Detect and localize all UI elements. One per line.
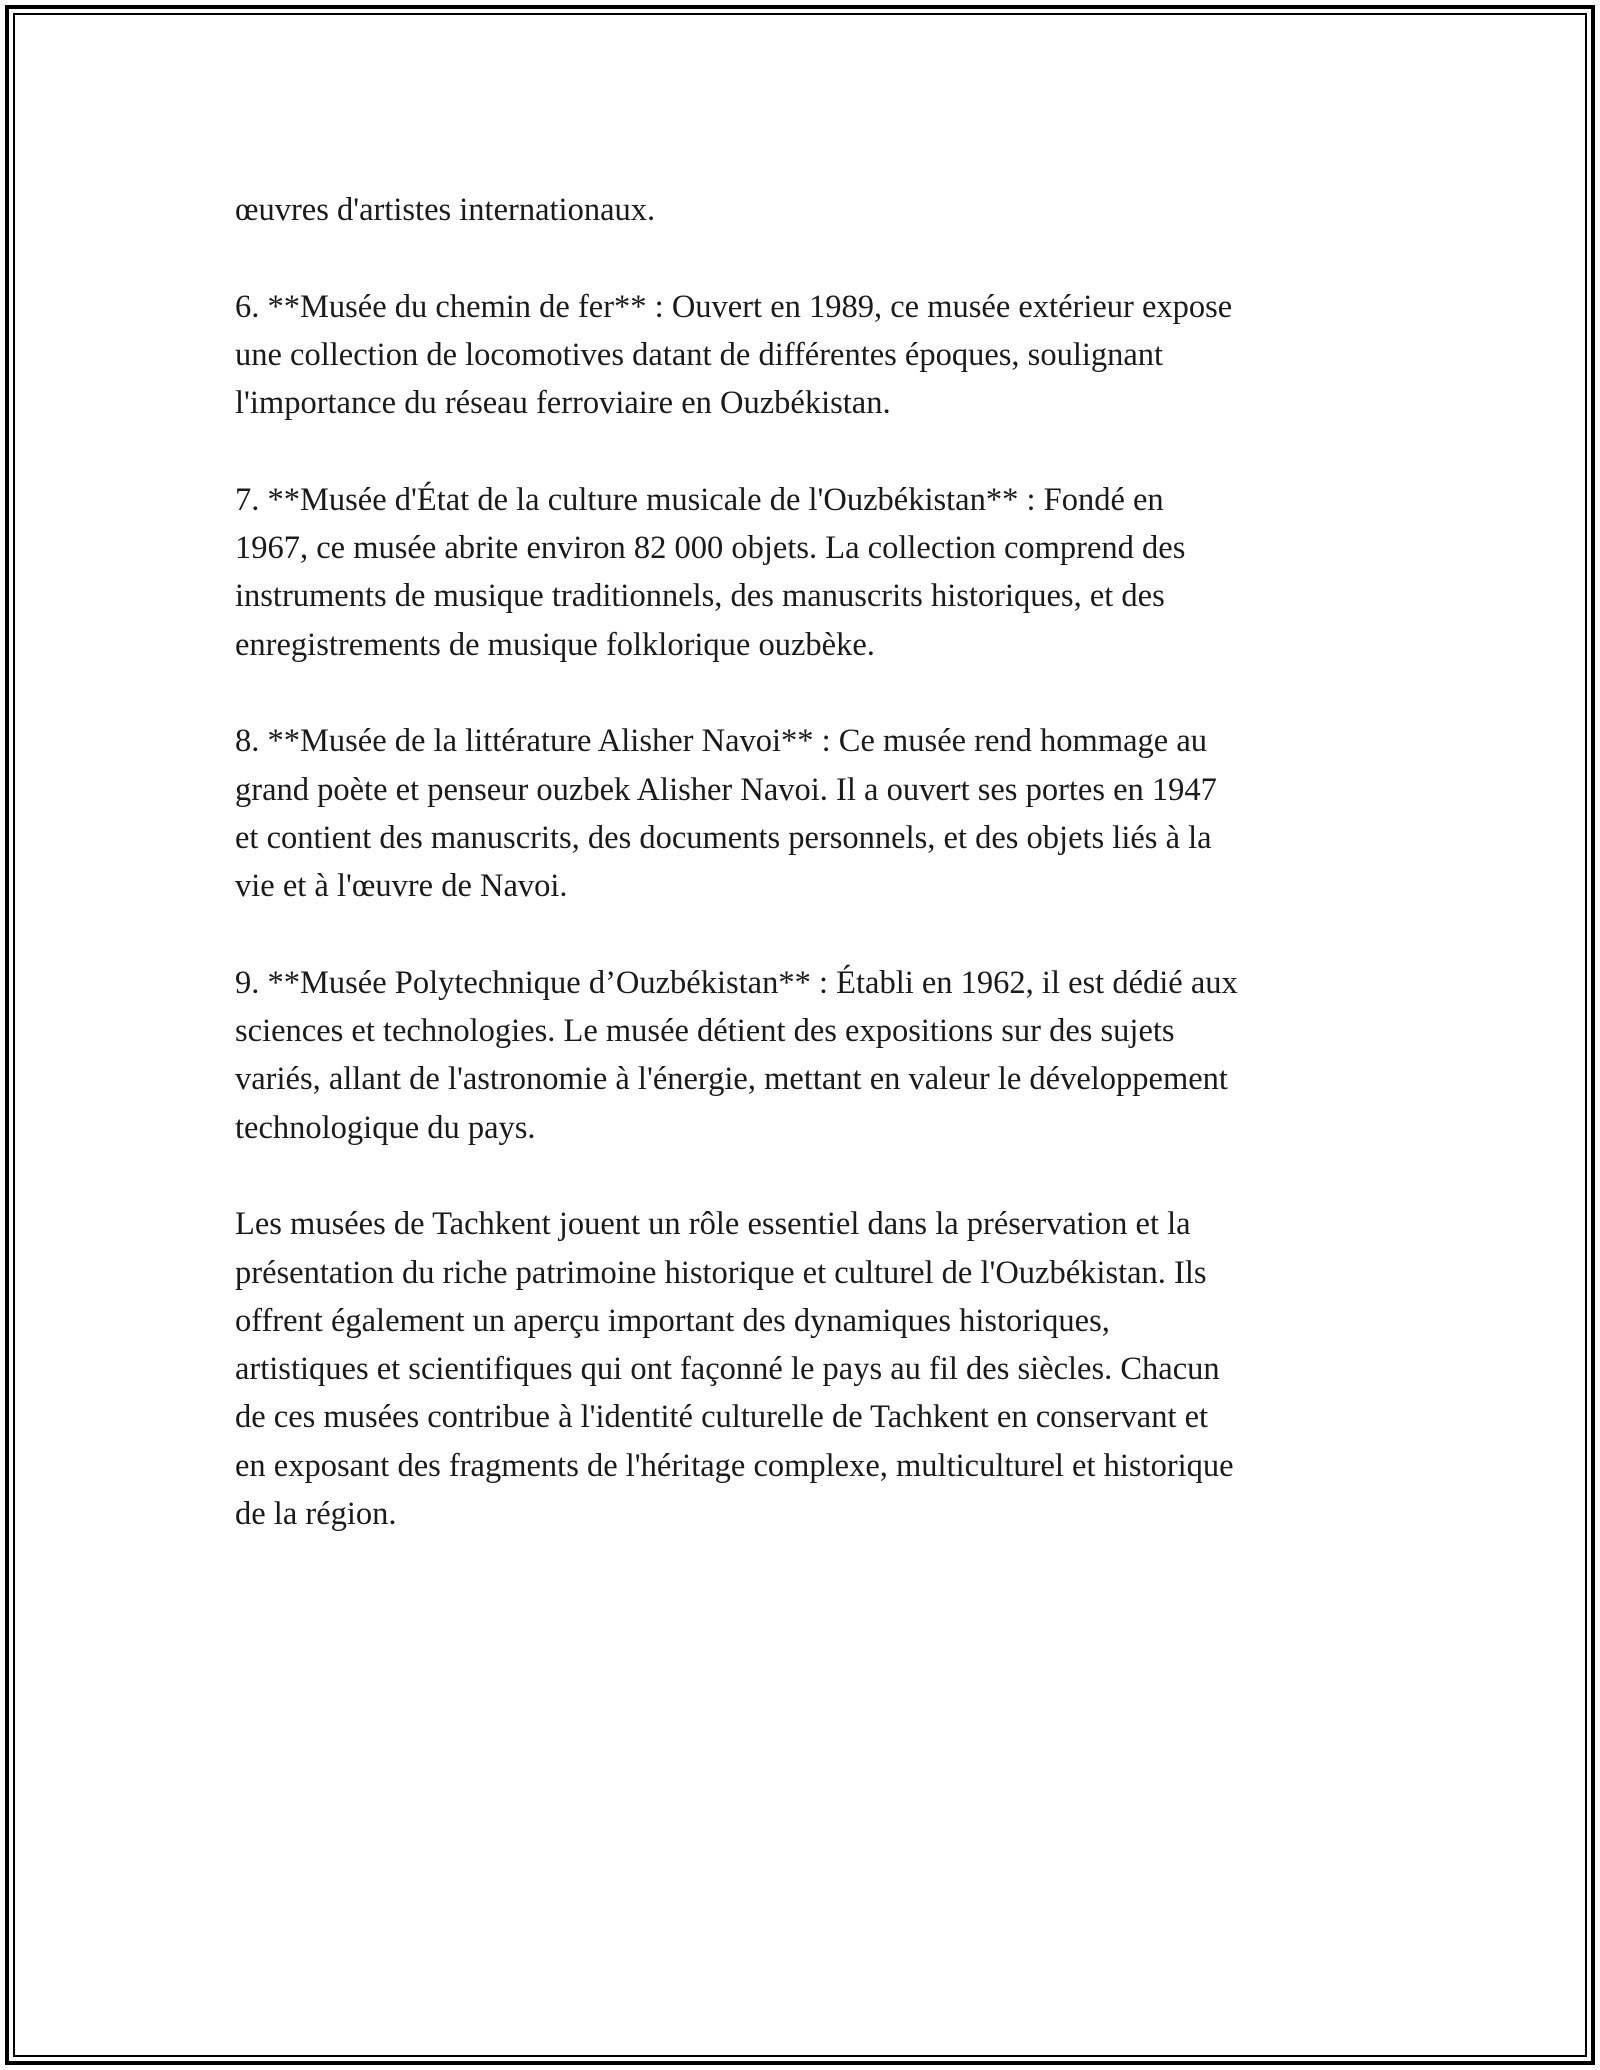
paragraph-music-museum: 7. **Musée d'État de la culture musicale de l'Ouzbékistan** : Fondé en 1967, ce musée abrite environ 82 000 objets. La collection comprend des instruments de musique traditionnels, des manuscrits historiques, et des enregistrements de musique folklorique ouzbèke. [235, 481, 1186, 663]
paragraph-continuation: œuvres d'artistes internationaux. [235, 192, 656, 228]
paragraph-polytechnic-museum: 9. **Musée Polytechnique d’Ouzbékistan** : Établi en 1962, il est dédié aux sciences et technologies. Le musée détient des expositions sur des sujets variés, allant de l'astronomie à l'énergie, mettant en valeur le développement technologique du pays. [235, 964, 1238, 1146]
paragraph-conclusion: Les musées de Tachkent jouent un rôle essentiel dans la préservation et la présentation du riche patrimoine historique et culturel de l'Ouzbékistan. Ils offrent également un aperçu important des dynamiques historiques, artistiques et scientifiques qui ont façonné le pays au fil des siècles. Chacun de ces musées contribue à l'identité culturelle de Tachkent en conservant et en exposant des fragments de l'héritage complexe, multiculturel et historique de la région. [235, 1206, 1234, 1533]
paragraph-navoi-museum: 8. **Musée de la littérature Alisher Navoi** : Ce musée rend hommage au grand poète et penseur ouzbek Alisher Navoi. Il a ouvert ses portes en 1947 et contient des manuscrits, des documents personnels, et des objets liés à la vie et à l'œuvre de Navoi. [235, 723, 1217, 905]
paragraph-railway-museum: 6. **Musée du chemin de fer** : Ouvert en 1989, ce musée extérieur expose une collection de locomotives datant de différentes époques, soulignant l'importance du réseau ferroviaire en Ouzbékistan. [235, 288, 1233, 422]
document-body [235, 186, 1375, 1538]
